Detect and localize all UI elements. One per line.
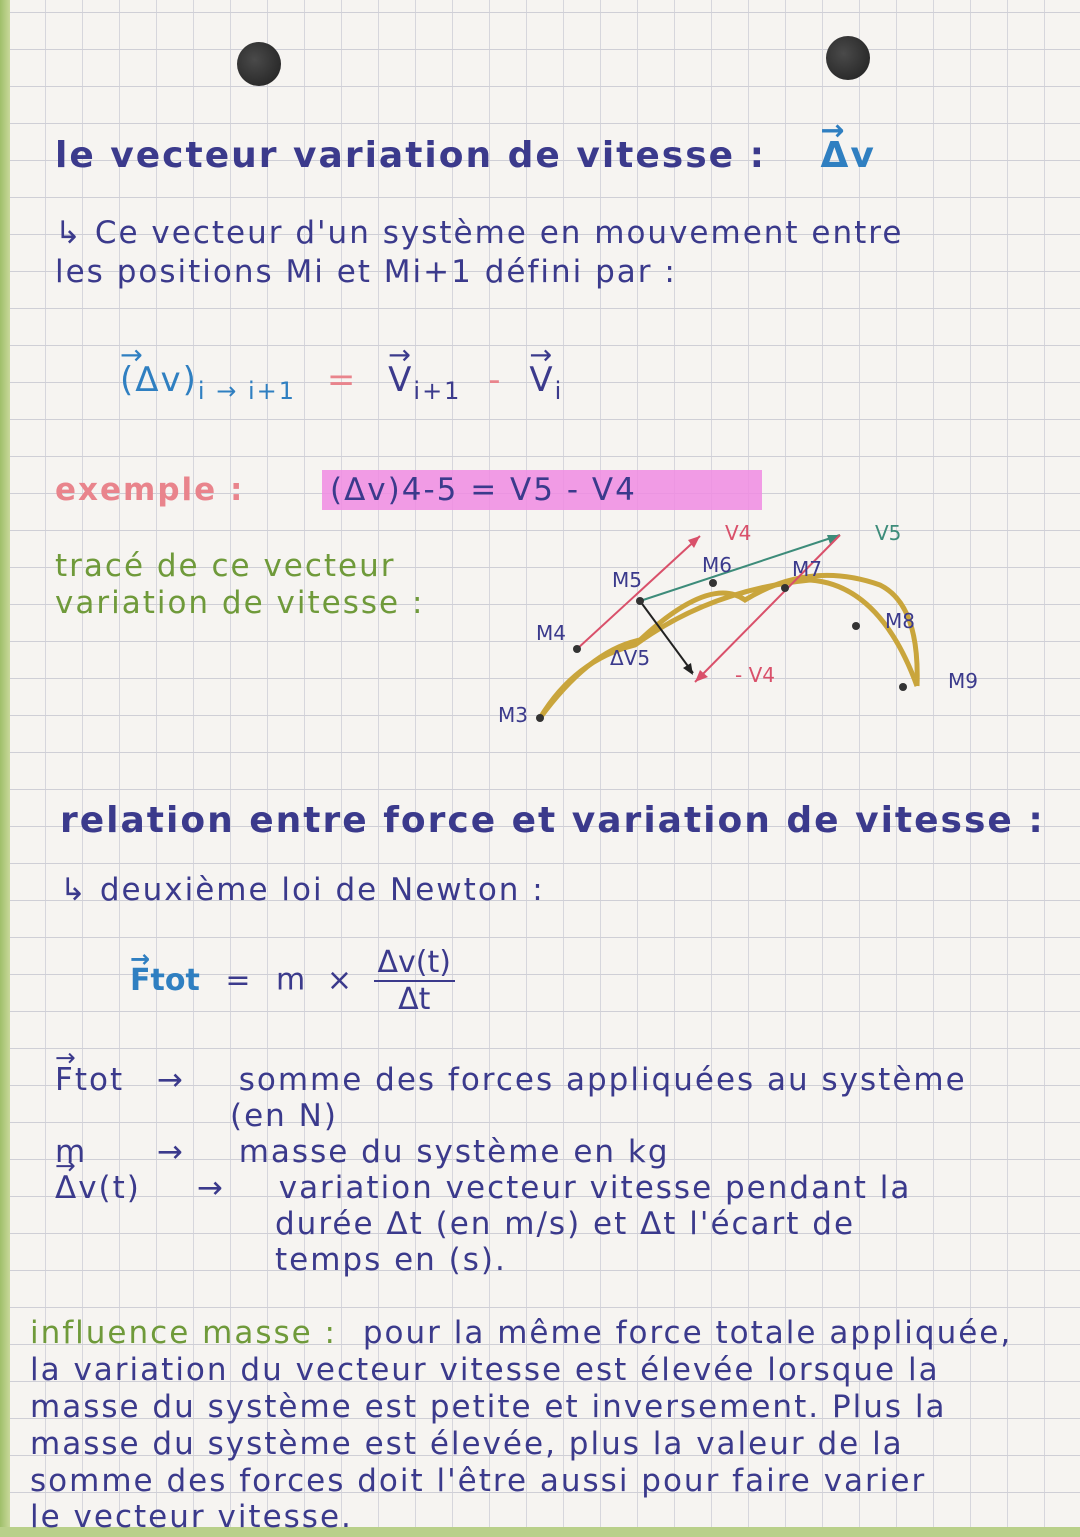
drawing-caption-1: tracé de ce vecteur xyxy=(55,548,396,584)
page-title xyxy=(55,135,876,176)
delta-v5-label: ΔV5 xyxy=(610,646,651,670)
delta-v-symbol: → Δv xyxy=(821,135,876,176)
legend-delta-v-line2: durée Δt (en m/s) et Δt l'écart de xyxy=(275,1206,856,1242)
point-label-m4: M4 xyxy=(536,621,566,645)
fraction-denominator: Δt xyxy=(398,982,431,1017)
legend-symbol: → Δv(t) xyxy=(55,1170,185,1206)
point-label-m6: M6 xyxy=(702,553,732,577)
point-label-m7: M7 xyxy=(792,557,822,581)
fraction xyxy=(374,945,455,1017)
definition-formula xyxy=(120,360,563,405)
arrow-icon: → xyxy=(156,1134,185,1170)
influence-line-6: le vecteur vitesse. xyxy=(30,1499,353,1535)
title-text: le vecteur variation de vitesse : xyxy=(55,135,766,176)
arrow-icon: → xyxy=(156,1062,185,1098)
notebook-margin xyxy=(0,0,10,1537)
section2-title: relation entre force et variation de vitesse : xyxy=(60,800,1045,841)
influence-line-5: somme des forces doit l'être aussi pour faire varier xyxy=(30,1463,927,1499)
minus-v4-label: - V4 xyxy=(735,663,775,687)
arrow-icon: → xyxy=(196,1170,225,1206)
v-next-subscript: i+1 xyxy=(413,376,462,405)
legend-ftot xyxy=(55,1062,967,1098)
intro-line-2: les positions Mi et Mi+1 défini par : xyxy=(55,254,677,290)
newton-formula xyxy=(130,945,455,1017)
mass-term: m xyxy=(276,962,306,998)
binder-hole-left xyxy=(237,42,281,86)
v-i-subscript: i xyxy=(554,376,564,405)
influence-line-4: masse du système est élevée, plus la valeur de la xyxy=(30,1426,904,1462)
point-label-m9: M9 xyxy=(948,669,978,693)
legend-delta-v-line3: temps en (s). xyxy=(275,1242,507,1278)
legend-symbol: m xyxy=(55,1134,88,1170)
delta-v-term: → (Δv) xyxy=(120,360,198,400)
v-next-term: → V xyxy=(388,360,413,400)
v-i-term: → V xyxy=(529,360,554,400)
legend-ftot-unit: (en N) xyxy=(230,1098,338,1134)
legend-mass xyxy=(55,1134,670,1170)
minus-sign: - xyxy=(488,360,503,400)
intro-line-1 xyxy=(55,215,903,251)
legend-symbol: → Ftot xyxy=(55,1062,145,1098)
influence-line-2: la variation du vecteur vitesse est élevée lorsque la xyxy=(30,1352,940,1388)
v4-vector xyxy=(577,536,700,649)
drawing-caption-2: variation de vitesse : xyxy=(55,585,425,621)
velocity-vector-diagram xyxy=(480,500,1020,740)
arrow-return-icon: ↳ xyxy=(55,215,95,251)
point-label-m3: M3 xyxy=(498,703,528,727)
intro-text-1: Ce vecteur d'un système en mouvement entre xyxy=(94,215,904,251)
times-sign: × xyxy=(326,962,352,998)
influence-text: pour la même force totale appliquée, xyxy=(362,1315,1013,1351)
lhs-subscript: i → i+1 xyxy=(197,376,297,405)
legend-text: variation vecteur vitesse pendant la xyxy=(278,1170,912,1206)
influence-line-1 xyxy=(30,1315,1012,1351)
point-label-m5: M5 xyxy=(612,568,642,592)
arrow-return-icon: ↳ xyxy=(60,872,100,908)
legend-text: masse du système en kg xyxy=(238,1134,670,1170)
influence-line-3: masse du système est petite et inversement. Plus la xyxy=(30,1389,947,1425)
legend-delta-v xyxy=(55,1170,911,1206)
point-label-m8: M8 xyxy=(885,609,915,633)
binder-hole-right xyxy=(826,36,870,80)
v5-label: V5 xyxy=(875,521,902,545)
equals-sign: = xyxy=(326,360,358,400)
legend-text: somme des forces appliquées au système xyxy=(238,1062,967,1098)
newton-law-text: deuxième loi de Newton : xyxy=(99,872,545,908)
newton-law-line xyxy=(60,872,545,908)
fraction-numerator: Δv(t) xyxy=(374,945,455,982)
f-tot-term: → Ftot xyxy=(130,963,200,998)
v4-label: V4 xyxy=(725,521,752,545)
influence-label: influence masse : xyxy=(30,1315,337,1351)
example-label: exemple : xyxy=(55,472,245,508)
example-formula: (Δv)4-5 = V5 - V4 xyxy=(330,472,637,508)
equals-sign: = xyxy=(225,962,251,998)
